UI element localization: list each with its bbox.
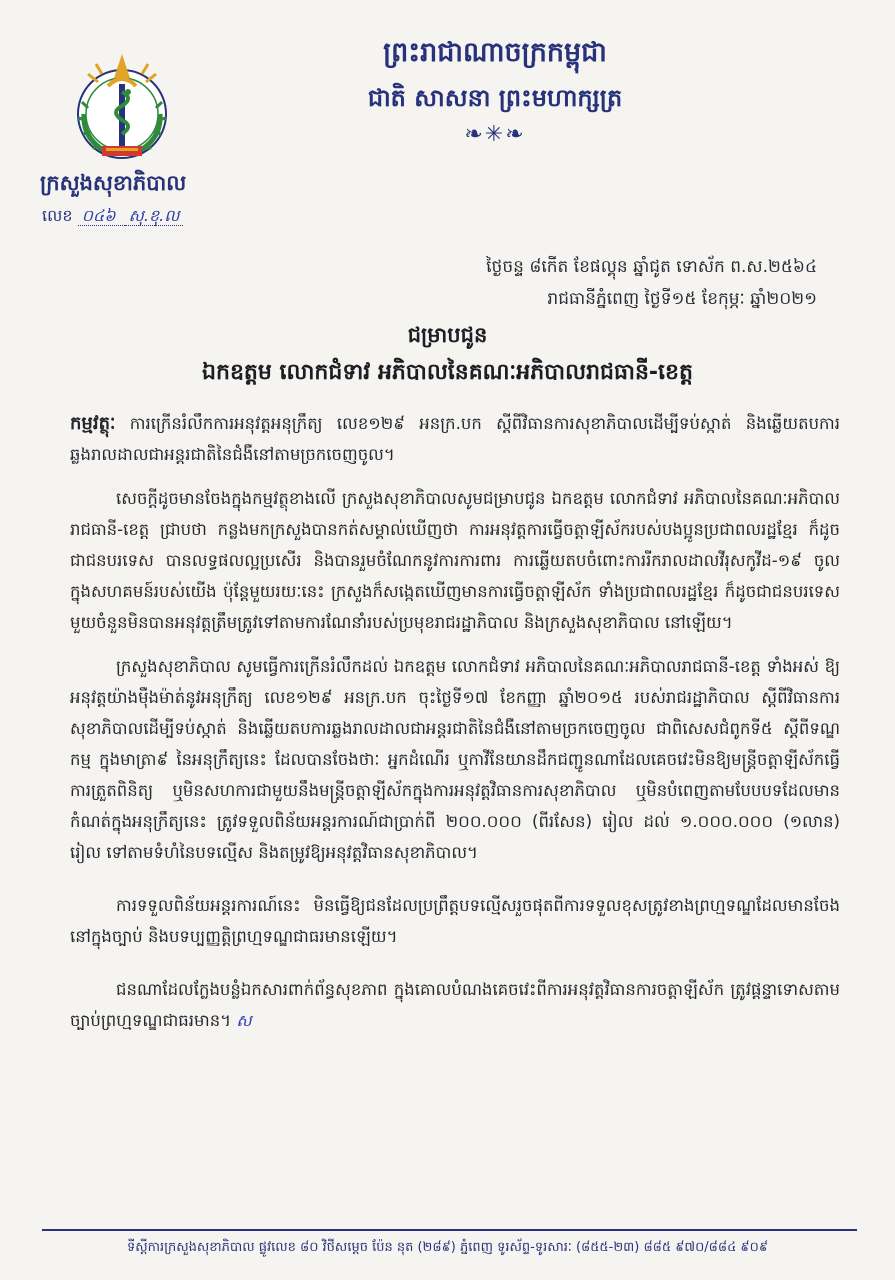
kingdom-title: ព្រះរាជាណាចក្រកម្ពុជា	[383, 37, 607, 68]
ministry-logo-icon	[62, 48, 182, 168]
footer-divider	[42, 1229, 857, 1231]
paragraph-4-text: ជនណាដែលក្លែងបន្លំឯកសារពាក់ព័ន្ធសុខភាព ក្នុងគោលបំណងគេចវេះពីការអនុវត្តវិធានការចត្តាឡីស័ក ត្រូវផ្តន្ទាទោសតាមច្បាប់ព្រហ្មទណ្ឌជាធរមាន។	[70, 980, 840, 1030]
ministry-name: ក្រសួងសុខាភិបាល	[40, 171, 187, 195]
reference-number	[42, 205, 183, 229]
letter-body	[70, 408, 840, 1049]
reference-number-handwritten: ០៤៦	[78, 206, 125, 226]
paragraph-2: ក្រសួងសុខាភិបាល សូមធ្វើការក្រើនរំលឹកដល់ ឯកឧត្តម លោកជំទាវ អភិបាលនៃគណៈអភិបាលរាជធានី-ខេត្ត ទាំងអស់ ឱ្យអនុវត្តយ៉ាងម៉ឺងម៉ាត់នូវអនុក្រឹត្យ លេខ១២៩ អនក្រ.បក ចុះថ្ងៃទី១៧ ខែកញ្ញា ឆ្នាំ២០១៥ របស់រាជរដ្ឋាភិបាល ស្តីពីវិធានការសុខាភិបាលដើម្បីទប់ស្កាត់ និងឆ្លើយតបការឆ្លងរាលដាលជាអន្តរជាតិនៃជំងឺនៅតាមច្រកចេញចូល ជាពិសេសជំពូកទី៥ ស្តីពីទណ្ឌកម្ម ក្នុងមាត្រា៩ នៃអនុក្រឹត្យនេះ ដែលបានចែងថាៈ អ្នកដំណើរ ឬកាវីនែយានដឹកជញ្ជូនណាដែលគេចវេះមិនឱ្យមន្ត្រីចត្តាឡីស័កធ្វើការត្រួតពិនិត្យ ឬមិនសហការជាមួយនឹងមន្ត្រីចត្តាឡីស័កក្នុងការអនុវត្តវិធានការសុខាភិបាល ឬមិនបំពេញតាមបែបបទដែលមានកំណត់ក្នុងអនុក្រឹត្យនេះ ត្រូវទទួលពិន័យអន្តរការណ៍ជាប្រាក់ពី ២០០.០០០ (ពីរសែន) រៀល ដល់ ១.០០០.០០០ (១លាន) រៀល ទៅតាមទំហំនៃបទល្មើស និងតម្រូវឱ្យអនុវត្តវិធានសុខាភិបាល។	[70, 657, 840, 862]
initials-mark: ស	[236, 1011, 252, 1030]
reference-prefix: លេខ	[42, 206, 73, 225]
address-label: ជម្រាបជូន	[407, 323, 488, 347]
addressee: ឯកឧត្តម លោកជំទាវ អភិបាលនៃគណៈអភិបាលរាជធានី-ខេត្ត	[202, 360, 693, 385]
subject-label: កម្មវត្ថុៈ	[70, 413, 116, 434]
lunar-date: ថ្ងៃចន្ទ ៨កើត ខែផល្គុន ឆ្នាំជូត ទោស័ក ព.ស.២៥៦៤	[486, 257, 817, 277]
ornament-divider: ❧✳❧	[464, 122, 526, 147]
footer-address: ទីស្តីការក្រសួងសុខាភិបាល ផ្លូវលេខ ៨០ វិថីសម្តេច ប៉ែន នុត (២៨៩) ភ្នំពេញ ទូរស័ព្ទ-ទូរសារៈ (៨៥៥-២៣) ៨៨៥ ៩៧០/៨៨៤ ៩០៩	[126, 1240, 769, 1255]
paragraph-1: សេចក្តីដូចមានចែងក្នុងកម្មវត្ថុខាងលើ ក្រសួងសុខាភិបាលសូមជម្រាបជូន ឯកឧត្តម លោកជំទាវ អភិបាលនៃគណៈអភិបាលរាជធានី-ខេត្ត ជ្រាបថា កន្លងមកក្រសួងបានកត់សម្គាល់ឃើញថា ការអនុវត្តការធ្វើចត្តាឡីស័ករបស់បងប្អូនប្រជាពលរដ្ឋខ្មែរ ក៏ដូចជាជនបរទេស បានលទ្ធផលល្អប្រសើរ និងបានរួមចំណែកនូវការការពារ ការឆ្លើយតបចំពោះការរីករាលដាលវីរុសកូវីដ-១៩ ចូលក្នុងសហគមន៍របស់យើង ប៉ុន្តែមួយរយៈនេះ ក្រសួងក៏សង្កេតឃើញមានការធ្វើចត្តាឡីស័ក ទាំងប្រជាពលរដ្ឋខ្មែរ ក៏ដូចជាជនបរទេស មួយចំនួនមិនបានអនុវត្តត្រឹមត្រូវទៅតាមការណែនាំរបស់ប្រមុខរាជរដ្ឋាភិបាល និងក្រសួងសុខាភិបាល នៅឡើយ។	[70, 489, 840, 632]
solar-date: រាជធានីភ្នំពេញ ថ្ងៃទី១៥ ខែកុម្ភៈ ឆ្នាំ២០២១	[547, 289, 817, 309]
paragraph-4	[70, 974, 840, 1036]
subject-text: ការក្រើនរំលឹកការអនុវត្តអនុក្រឹត្យ លេខ១២៩ អនក្រ.បក ស្តីពីវិធានការសុខាភិបាលដើម្បីទប់ស្កាត់ និងឆ្លើយតបការឆ្លងរាលដាលជាអន្តរជាតិនៃជំងឺនៅតាមច្រកចេញចូល។	[70, 414, 840, 464]
reference-suffix: សុ.ខុ.ល	[125, 206, 184, 226]
subject-line	[70, 408, 840, 470]
paragraph-3: ការទទួលពិន័យអន្តរការណ៍នេះ មិនធ្វើឱ្យជនដែលប្រព្រឹត្តបទល្មើសរួចផុតពីការទទួលខុសត្រូវខាងព្រហ្មទណ្ឌដែលមានចែងនៅក្នុងច្បាប់ និងបទប្បញ្ញត្តិព្រហ្មទណ្ឌជាធរមានឡើយ។	[70, 896, 840, 946]
national-motto: ជាតិ សាសនា ព្រះមហាក្សត្រ	[367, 84, 623, 112]
